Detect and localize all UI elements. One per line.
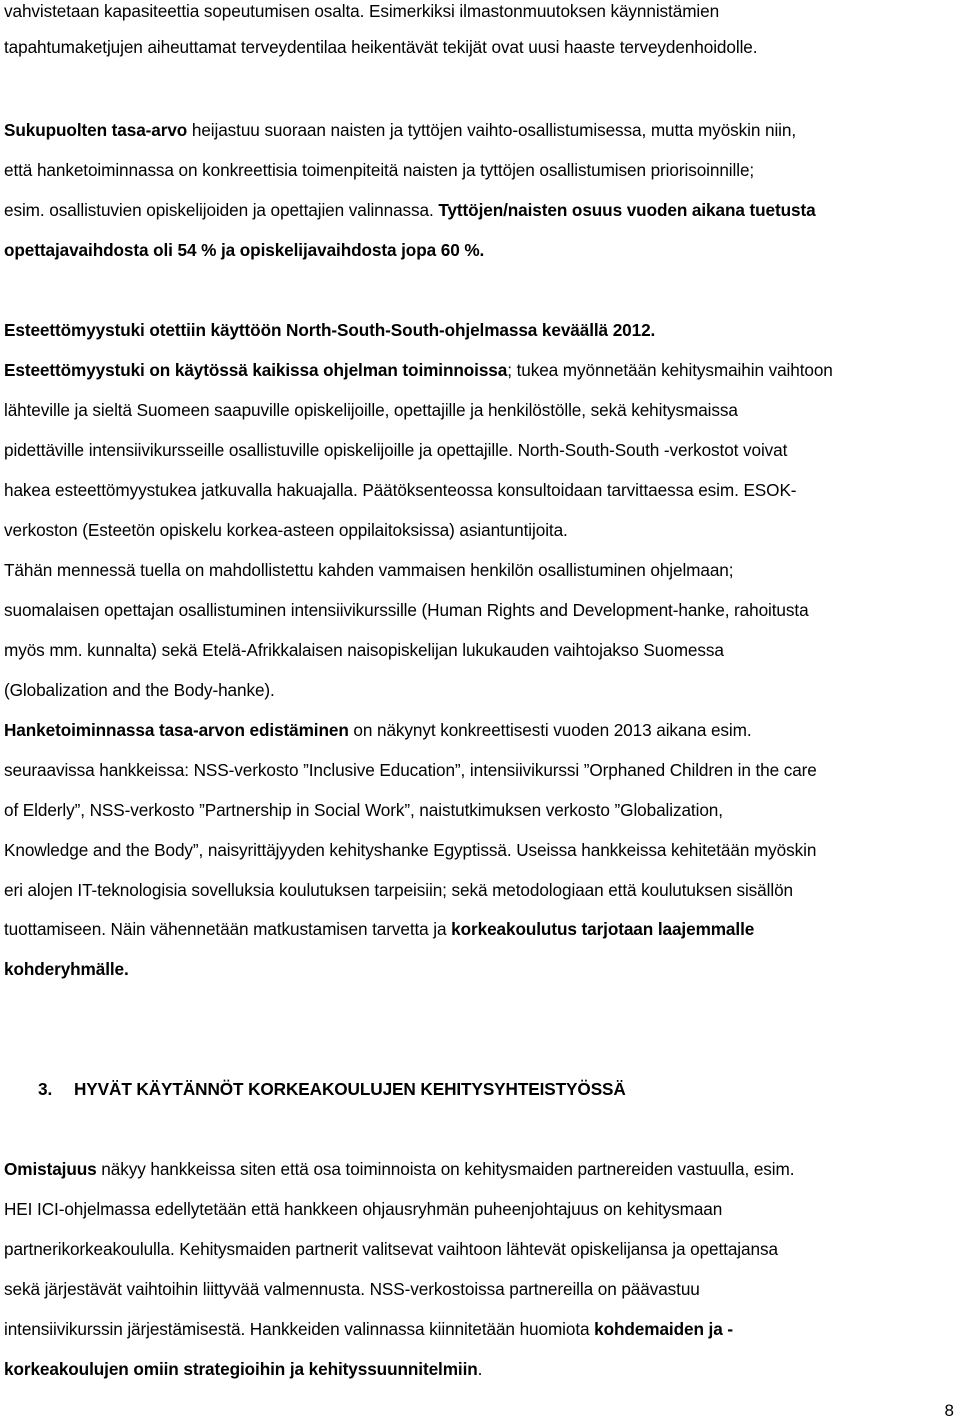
ownership-line-6-bold: korkeakoulujen omiin strategioihin ja kehityssuunnitelmiin (4, 1359, 478, 1379)
equality-line-2: seuraavissa hankkeissa: NSS-verkosto ”Inclusive Education”, intensiivikurssi ”Orphaned Children in the care (4, 760, 817, 780)
ownership-line-6-text: . (477, 1359, 483, 1379)
gender-line-1 (4, 119, 796, 141)
ownership-line-1 (4, 1158, 794, 1180)
accessibility-title: Esteettömyystuki otettiin käyttöön North-South-South-ohjelmassa keväällä 2012. (4, 320, 656, 340)
accessibility-line-2: lähteville ja sieltä Suomeen saapuville opiskelijoille, opettajille ja henkilöstölle, sekä kehitysmaissa (4, 400, 738, 420)
accessibility-line-6: Tähän mennessä tuella on mahdollistettu kahden vammaisen henkilön osallistuminen ohjelmaan; (4, 560, 734, 580)
ownership-line-2: HEI ICI-ohjelmassa edellytetään että hankkeen ohjausryhmän puheenjohtajuus on kehitysmaan (4, 1199, 723, 1219)
equality-term: Hanketoiminnassa tasa-arvon edistäminen (4, 720, 349, 740)
equality-line-4: Knowledge and the Body”, naisyrittäjyyden kehityshanke Egyptissä. Useissa hankkeissa kehitetään myöskin (4, 840, 817, 860)
accessibility-line-7: suomalaisen opettajan osallistuminen intensiivikurssille (Human Rights and Development-hanke, rahoitusta (4, 600, 809, 620)
gender-line-2: että hanketoiminnassa on konkreettisia toimenpiteitä naisten ja tyttöjen osallistumisen priorisoinnille; (4, 160, 755, 180)
gender-line-1-text: heijastuu suoraan naisten ja tyttöjen vaihto-osallistumisessa, mutta myöskin niin, (187, 120, 797, 140)
ownership-line-5-bold: kohdemaiden ja - (594, 1319, 733, 1339)
intro-line-2: tapahtumaketjujen aiheuttamat terveydentilaa heikentävät tekijät ovat uusi haaste terveydenhoidolle. (4, 37, 758, 57)
accessibility-line-1 (4, 359, 833, 381)
ownership-line-6 (4, 1358, 482, 1380)
equality-line-5: eri alojen IT-teknologisia sovelluksia koulutuksen tarpeisiin; sekä metodologiaan että koulutuksen sisällön (4, 880, 793, 900)
equality-line-6-text: tuottamiseen. Näin vähennetään matkustamisen tarvetta ja (4, 919, 452, 939)
gender-line-3-text: esim. osallistuvien opiskelijoiden ja opettajien valinnassa. (4, 200, 439, 220)
accessibility-line-9: (Globalization and the Body-hanke). (4, 680, 275, 700)
ownership-line-1-text: näkyy hankkeissa siten että osa toiminnoista on kehitysmaiden partnereiden vastuulla, esim. (96, 1159, 795, 1179)
ownership-line-5 (4, 1318, 733, 1340)
ownership-term: Omistajuus (4, 1159, 97, 1179)
gender-line-3-bold: Tyttöjen/naisten osuus vuoden aikana tuetusta (438, 200, 816, 220)
ownership-line-3: partnerikorkeakoululla. Kehitysmaiden partnerit valitsevat vaihtoon lähtevät opiskelijansa ja opettajansa (4, 1239, 778, 1259)
accessibility-line-4: hakea esteettömyystukea jatkuvalla hakuajalla. Päätöksenteossa konsultoidaan tarvittaessa esim. ESOK- (4, 480, 797, 500)
equality-line-6-bold: korkeakoulutus tarjotaan laajemmalle (451, 919, 755, 939)
ownership-line-4: sekä järjestävät vaihtoihin liittyvää valmennusta. NSS-verkostoissa partnereilla on päävastuu (4, 1279, 700, 1299)
gender-term: Sukupuolten tasa-arvo (4, 120, 188, 140)
gender-line-3 (4, 199, 816, 221)
gender-line-4: opettajavaihdosta oli 54 % ja opiskelijavaihdosta jopa 60 %. (4, 240, 485, 260)
equality-line-3: of Elderly”, NSS-verkosto ”Partnership in Social Work”, naistutkimuksen verkosto ”Globalization, (4, 800, 723, 820)
intro-line-1: vahvistetaan kapasiteettia sopeutumisen osalta. Esimerkiksi ilmastonmuutoksen käynnistämien (4, 1, 720, 21)
section-3-number: 3. (38, 1079, 53, 1099)
accessibility-line-1-bold: Esteettömyystuki on käytössä kaikissa ohjelman toiminnoissa (4, 360, 508, 380)
accessibility-line-1-text: ; tukea myönnetään kehitysmaihin vaihtoon (507, 360, 833, 380)
ownership-line-5-text: intensiivikurssin järjestämisestä. Hankkeiden valinnassa kiinnitetään huomiota (4, 1319, 595, 1339)
equality-line-6 (4, 918, 754, 940)
accessibility-line-3: pidettäville intensiivikursseille osallistuville opiskelijoille ja opettajille. North-South-South -verkostot voivat (4, 440, 788, 460)
accessibility-line-5: verkoston (Esteetön opiskelu korkea-asteen oppilaitoksissa) asiantuntijoita. (4, 520, 568, 540)
accessibility-line-8: myös mm. kunnalta) sekä Etelä-Afrikkalaisen naisopiskelijan lukukauden vaihtojakso Suomessa (4, 640, 724, 660)
page-number: 8 (944, 1401, 954, 1420)
equality-line-1 (4, 719, 752, 741)
equality-line-7: kohderyhmälle. (4, 959, 129, 979)
equality-line-1-text: on näkynyt konkreettisesti vuoden 2013 aikana esim. (348, 720, 752, 740)
section-3-title: HYVÄT KÄYTÄNNÖT KORKEAKOULUJEN KEHITYSYHTEISTYÖSSÄ (74, 1079, 626, 1099)
